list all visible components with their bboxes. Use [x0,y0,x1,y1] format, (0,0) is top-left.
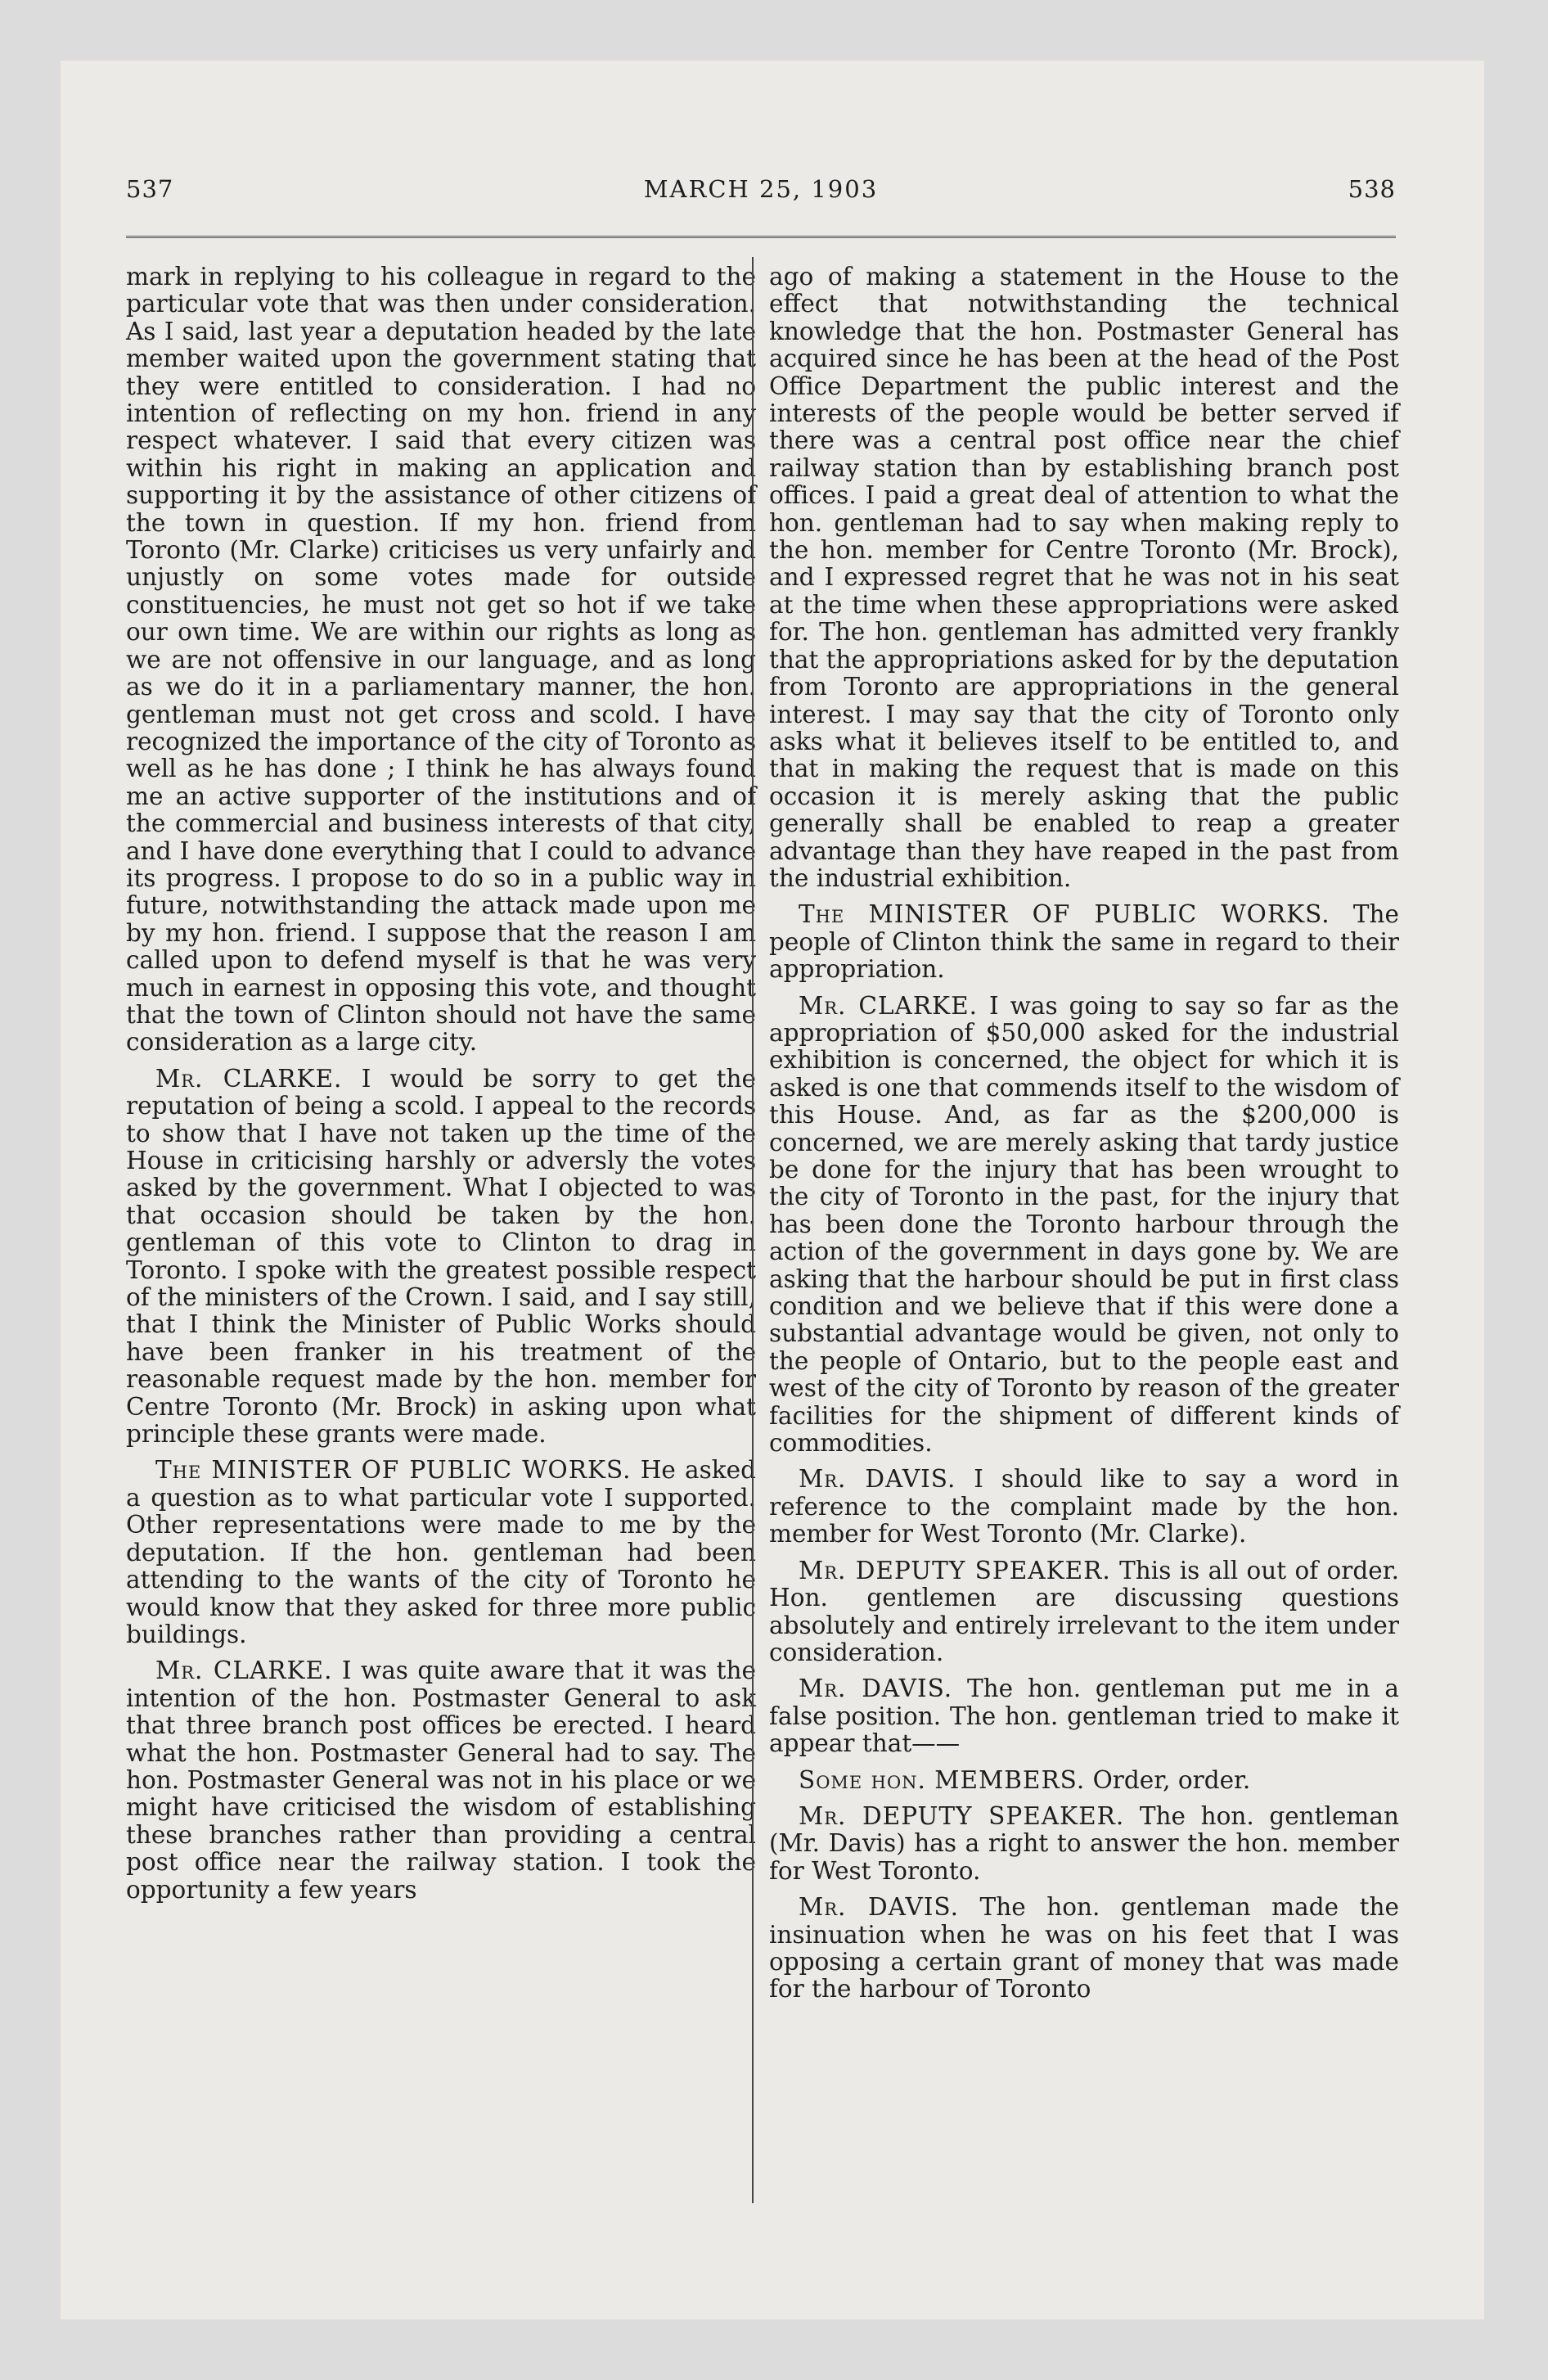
speech-text: ago of making a statement in the House to the effect that notwithstanding the technical knowledge that the hon. Postmaster General has acquired since he has been at the head of the Post Office Department the public interest and the interests of the people would be better served if there was a central post office near the chief railway station than by establishing branch post offices. I paid a great deal of attention to what the hon. gentleman had to say when making reply to the hon. member for Centre Toronto (Mr. Brock), and I expressed regret that he was not in his seat at the time when these appropriations were asked for. The hon. gentleman has admitted very frankly that the appropriations asked for by the deputation from Toronto are appropriations in the general interest. I may say that the city of Toronto only asks what it believes itself to be entitled to, and that in making the request that is made on this occasion it is merely asking that the public generally shall be enabled to reap a greater advantage than they have reaped in the past from the industrial exhibition. [769,263,1399,892]
speech-text: mark in replying to his colleague in regard to the particular vote that was then under consideration. As I said, last year a deputation headed by the late member waited upon the government stating that they were entitled to consideration. I had no intention of reflecting on my hon. friend in any respect whatever. I said that every citizen was within his right in making an application and supporting it by the assistance of other citizens of the town in question. If my hon. friend from Toronto (Mr. Clarke) criticises us very unfairly and unjustly on some votes made for outside constituencies, he must not get so hot if we take our own time. We are within our rights as long as we are not offensive in our language, and as long as we do it in a parliamentary manner, the hon. gentleman must not get cross and scold. I have recognized the importance of the city of Toronto as well as he has done ; I think he has always found me an active supporter of the institutions and of the commercial and business interests of that city, and I have done everything that I could to advance its progress. I propose to do so in a public way in future, notwithstanding the attack made upon me by my hon. friend. I suppose that the reason I am called upon to defend myself is that he was very much in earnest in opposing this vote, and thought that the town of Clinton should not have the same consideration as a large city. [126,263,756,1057]
header-rule [126,236,1396,238]
paragraph [126,1657,756,1904]
speech-text: He asked a question as to what particular vote I supported. Other representations were made to me by the deputation. If the hon. gentleman had been attending to the wants of the city of Toronto he would know that they asked for three more public buildings. [126,1456,756,1648]
speaker-name: Mr. DEPUTY SPEAKER. [799,1556,1111,1584]
speaker-name: Mr. DAVIS. [799,1893,959,1922]
speaker-name: Some hon. MEMBERS. [799,1765,1086,1794]
left-page-number: 537 [126,175,174,203]
speech-text: The hon. gentleman (Mr. Davis) has a right to answer the hon. member for West Toronto. [769,1801,1399,1885]
paragraph [126,1457,756,1648]
speech-text: I would be sorry to get the reputation of being a scold. I appeal to the records to show that I have not taken up the time of the House in criticising harshly or adversly the votes asked by the government. What I objected to was that occasion should be taken by the hon. gentleman of this vote to Clinton to drag in Toronto. I spoke with the greatest possible respect of the ministers of the Crown. I said, and I say still, that I think the Minister of Public Works should have been franker in his treatment of the reasonable request made by the hon. member for Centre Toronto (Mr. Brock) in asking upon what principle these grants were made. [126,1064,756,1449]
speaker-name: Mr. CLARKE. [155,1064,343,1093]
speaker-name: Mr. CLARKE. [799,991,979,1020]
paragraph [126,264,756,1057]
speech-text: The people of Clinton think the same in regard to their appropriation. [769,900,1399,984]
page-header [126,175,1396,224]
paragraph [769,1894,1399,2004]
paragraph [769,1557,1399,1667]
speaker-name: Mr. DEPUTY SPEAKER. [799,1801,1125,1830]
speech-text: The hon. gentleman made the insinuation when he was on his feet that I was opposing a certain grant of money that was made for the harbour of Toronto [769,1893,1399,2004]
speech-text: I was quite aware that it was the intention of the hon. Postmaster General to ask that three branch post offices be erected. I heard what the hon. Postmaster General had to say. The hon. Postmaster General was not in his place or we might have criticised the wisdom of establishing these branches rather than providing a central post office near the railway station. I took the opportunity a few years [126,1657,756,1904]
paragraph [769,1675,1399,1757]
speech-text: This is all out of order. Hon. gentlemen are discussing questions absolutely and entirely irrelevant to the item under consideration. [769,1556,1399,1666]
paragraph [769,1767,1399,1794]
speaker-name: The MINISTER OF PUBLIC WORKS. [155,1456,632,1485]
paragraph [769,993,1399,1458]
paragraph [769,264,1399,892]
speech-text: I should like to say a word in reference to the complaint made by the hon. member for West Toronto (Mr. Clarke). [769,1465,1399,1548]
right-page-number: 538 [1348,175,1396,203]
speech-text: Order, order. [1092,1765,1251,1794]
paragraph [769,1466,1399,1548]
right-column [769,264,1399,2013]
left-column [126,264,756,1913]
speaker-name: Mr. CLARKE. [155,1657,333,1685]
paragraph [769,901,1399,983]
page-date-title: MARCH 25, 1903 [643,175,879,203]
paragraph [126,1066,756,1449]
speaker-name: Mr. DAVIS. [799,1675,953,1703]
speaker-name: The MINISTER OF PUBLIC WORKS. [799,900,1330,929]
speaker-name: Mr. DAVIS. [799,1465,956,1494]
speech-text: I was going to say so far as the appropriation of $50,000 asked for the industrial exhibition is concerned, the object for which it is asked is one that commends itself to the wisdom of this House. And, as far as the $200,000 is concerned, we are merely asking that tardy justice be done for the injury that has been wrought to the city of Toronto in the past, for the injury that has been done the Toronto harbour through the action of the government in days gone by. We are asking that the harbour should be put in first class condition and we believe that if this were done a substantial advantage would be given, not only to the people of Ontario, but to the people east and west of the city of Toronto by reason of the greater facilities for the shipment of different kinds of commodities. [769,991,1399,1458]
hansard-page [61,61,1484,2319]
column-divider [752,257,754,2203]
paragraph [769,1803,1399,1885]
speech-text: The hon. gentleman put me in a false position. The hon. gentleman tried to make it appear that—— [769,1675,1399,1758]
